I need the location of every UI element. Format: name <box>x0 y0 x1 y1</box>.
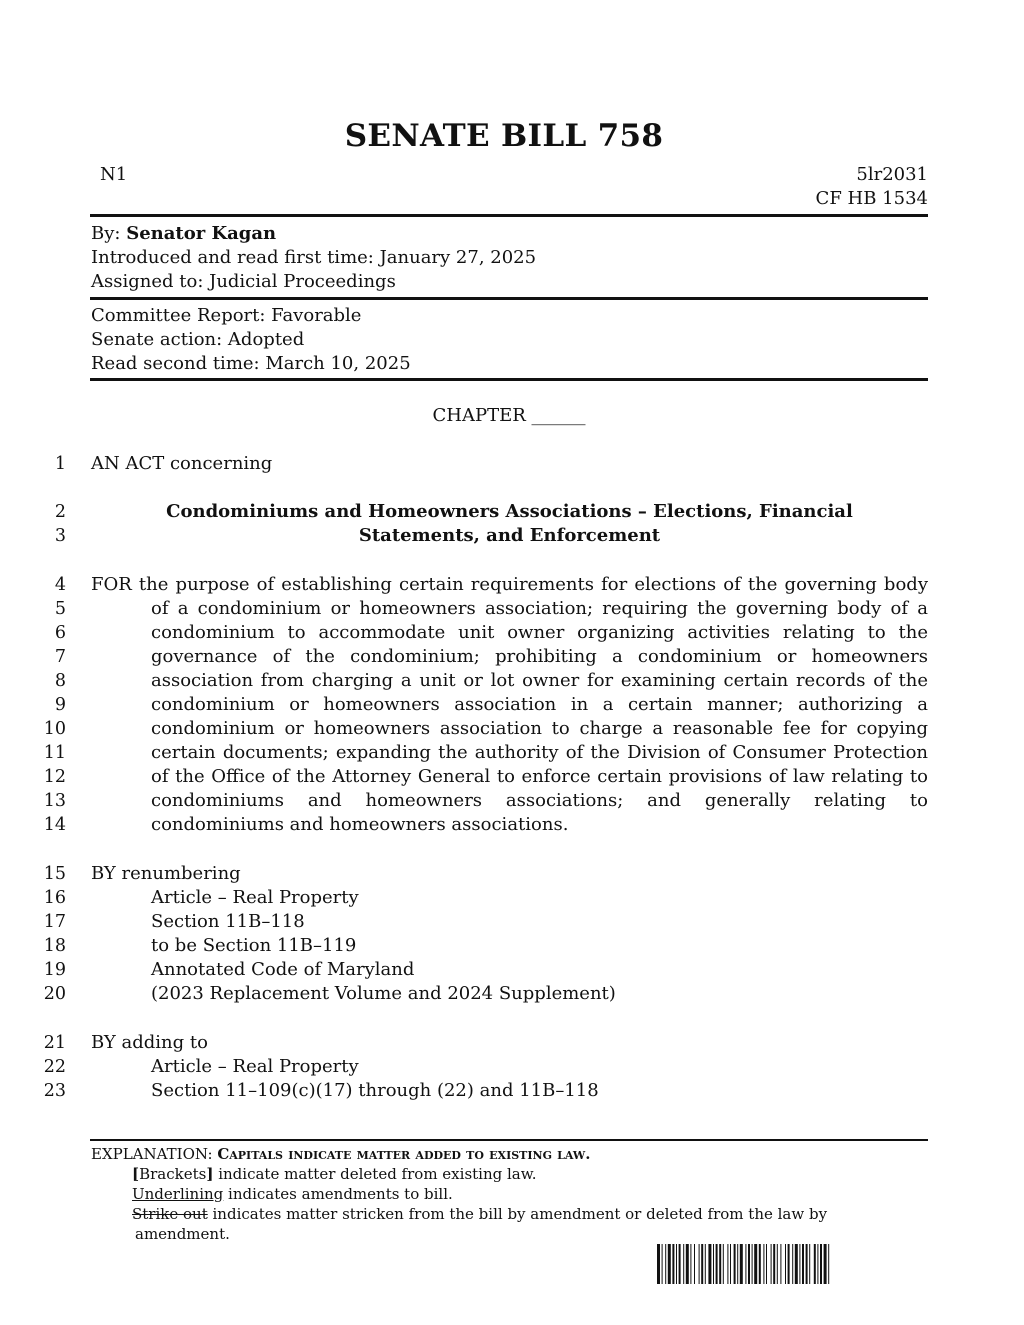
barcode-bar <box>699 1244 700 1284</box>
line-number: 15 <box>43 864 66 884</box>
adding-line: Article – Real Property <box>151 1056 359 1077</box>
brackets-line <box>132 1164 537 1184</box>
barcode-bar <box>814 1244 816 1284</box>
brackets-word: Brackets <box>139 1165 207 1183</box>
barcode-bar <box>771 1244 772 1284</box>
barcode-bar <box>708 1244 711 1284</box>
bracket-close: ] <box>206 1165 214 1183</box>
purpose-line: certain documents; expanding the authority of the Division of Consumer Protection <box>151 742 928 763</box>
line-number: 11 <box>43 743 66 763</box>
strike-note: indicates matter stricken from the bill by amendment or deleted from the law by <box>207 1205 828 1223</box>
file-number: 5lr2031 <box>856 164 928 185</box>
barcode-bar <box>817 1244 818 1284</box>
barcode-bar <box>759 1244 761 1284</box>
line-number: 1 <box>54 454 66 474</box>
barcode-bar <box>795 1244 798 1284</box>
explanation-rule <box>90 1139 928 1141</box>
line-number: 19 <box>43 960 66 980</box>
barcode-bar <box>727 1244 728 1284</box>
committee-report: Committee Report: Favorable <box>91 305 362 326</box>
barcode-bar <box>745 1244 746 1284</box>
barcode-bar <box>773 1244 775 1284</box>
renumbering-line: BY renumbering <box>91 863 241 884</box>
barcode-bar <box>785 1244 786 1284</box>
barcode-bar <box>705 1244 706 1284</box>
capitals-note: Capitals indicate matter added to existing law. <box>217 1145 591 1163</box>
barcode-bar <box>734 1244 736 1284</box>
barcode-bar <box>763 1244 764 1284</box>
barcode-bar <box>672 1244 674 1284</box>
renumbering-line: (2023 Replacement Volume and 2024 Supplement) <box>151 983 616 1004</box>
line-number: 16 <box>43 888 66 908</box>
barcode-bar <box>752 1244 753 1284</box>
explanation-label: EXPLANATION: <box>91 1145 213 1163</box>
barcode-bar <box>676 1244 677 1284</box>
purpose-line: governance of the condominium; prohibiting a condominium or homeowners <box>151 646 928 667</box>
barcode-bar <box>716 1244 718 1284</box>
line-number: 8 <box>54 671 66 691</box>
barcode-bar <box>719 1244 721 1284</box>
barcode-bar <box>668 1244 671 1284</box>
barcode-bar <box>766 1244 767 1284</box>
underlining-word: Underlining <box>132 1185 224 1203</box>
line-number: 18 <box>43 936 66 956</box>
barcode-bar <box>713 1244 714 1284</box>
page-title: SENATE BILL 758 <box>344 118 664 154</box>
bill-code: N1 <box>100 164 128 185</box>
sponsor-rule <box>90 297 928 300</box>
barcode-bar <box>679 1244 681 1284</box>
second-reading: Read second time: March 10, 2025 <box>91 353 411 374</box>
barcode-bar <box>740 1244 743 1284</box>
barcode-bar <box>748 1244 750 1284</box>
line-number: 13 <box>43 791 66 811</box>
renumbering-line: Annotated Code of Maryland <box>151 959 415 980</box>
act-line: AN ACT concerning <box>91 453 273 474</box>
purpose-line: condominiums and homeowners associations; and generally relating to <box>151 790 928 811</box>
strike-note-cont: amendment. <box>135 1225 230 1243</box>
purpose-line: condominium or homeowners association to charge a reasonable fee for copying <box>151 718 928 739</box>
cross-file: CF HB 1534 <box>815 188 928 209</box>
purpose-line: of a condominium or homeowners association; requiring the governing body of a <box>151 598 928 619</box>
underlining-line <box>132 1184 453 1204</box>
barcode-bar <box>788 1244 790 1284</box>
barcode-bar <box>665 1244 666 1284</box>
renumbering-line: Section 11B–118 <box>151 911 305 932</box>
purpose-line: FOR the purpose of establishing certain requirements for elections of the governing body <box>91 574 928 595</box>
barcode-bar <box>690 1244 691 1284</box>
line-number: 20 <box>43 984 66 1004</box>
assigned-line: Assigned to: Judicial Proceedings <box>91 271 396 292</box>
by-label: By: <box>91 223 121 244</box>
purpose-line: condominium to accommodate unit owner organizing activities relating to the <box>151 622 928 643</box>
barcode-bar <box>657 1244 660 1284</box>
renumbering-line: to be Section 11B–119 <box>151 935 357 956</box>
barcode-image <box>657 1244 905 1284</box>
line-number: 6 <box>54 623 66 643</box>
line-number: 23 <box>43 1081 66 1101</box>
chapter-blank: ______ <box>531 405 586 426</box>
strike-word: Strike out <box>132 1205 208 1223</box>
line-number: 21 <box>43 1033 66 1053</box>
chapter-label: CHAPTER <box>432 405 526 426</box>
line-number: 4 <box>54 575 66 595</box>
line-number: 22 <box>43 1057 66 1077</box>
barcode-bar <box>754 1244 757 1284</box>
barcode-bar <box>806 1244 808 1284</box>
purpose-line: of the Office of the Attorney General to enforce certain provisions of law relating to <box>151 766 928 787</box>
subject-line: Statements, and Enforcement <box>358 525 661 546</box>
barcode-bar <box>683 1244 684 1284</box>
barcode-bar <box>820 1244 822 1284</box>
line-number: 2 <box>54 502 66 522</box>
line-number: 3 <box>54 526 66 546</box>
barcode-bar <box>777 1244 778 1284</box>
purpose-line: condominium or homeowners association in a certain manner; authorizing a <box>151 694 928 715</box>
subject-line: Condominiums and Homeowners Associations – Elections, Financial <box>166 501 853 522</box>
adding-line: Section 11–109(c)(17) through (22) and 11B–118 <box>151 1080 599 1101</box>
line-number: 9 <box>54 695 66 715</box>
underlining-note: indicates amendments to bill. <box>223 1185 453 1203</box>
barcode-bar <box>809 1244 810 1284</box>
line-number: 14 <box>43 815 66 835</box>
barcode-bar <box>723 1244 724 1284</box>
brackets-note: indicate matter deleted from existing law. <box>213 1165 537 1183</box>
strike-line <box>132 1204 827 1224</box>
barcode-bar <box>694 1244 695 1284</box>
barcode-bar <box>686 1244 689 1284</box>
barcode-bar <box>802 1244 804 1284</box>
senate-action: Senate action: Adopted <box>91 329 305 350</box>
committee-rule <box>90 378 928 381</box>
line-number: 10 <box>43 719 66 739</box>
line-number: 17 <box>43 912 66 932</box>
chapter-line <box>0 404 1018 428</box>
adding-line: BY adding to <box>91 1032 208 1053</box>
barcode-bar <box>780 1244 781 1284</box>
explanation-line <box>91 1144 590 1164</box>
header-rule <box>90 214 928 217</box>
line-number: 7 <box>54 647 66 667</box>
sponsor-name: Senator Kagan <box>126 223 277 244</box>
barcode-bar <box>799 1244 800 1284</box>
purpose-line: association from charging a unit or lot owner for examining certain records of the <box>151 670 928 691</box>
sponsor-line <box>91 222 276 246</box>
purpose-line: condominiums and homeowners associations. <box>151 814 569 835</box>
bracket-open: [ <box>132 1165 140 1183</box>
line-number: 12 <box>43 767 66 787</box>
barcode-bar <box>737 1244 738 1284</box>
line-number: 5 <box>54 599 66 619</box>
barcode-bar <box>824 1244 827 1284</box>
barcode-bar <box>792 1244 793 1284</box>
barcode-bar <box>730 1244 731 1284</box>
renumbering-line: Article – Real Property <box>151 887 359 908</box>
introduced-line: Introduced and read first time: January 27, 2025 <box>91 247 537 268</box>
barcode-bar <box>828 1244 829 1284</box>
barcode-bar <box>662 1244 663 1284</box>
barcode-bar <box>701 1244 703 1284</box>
